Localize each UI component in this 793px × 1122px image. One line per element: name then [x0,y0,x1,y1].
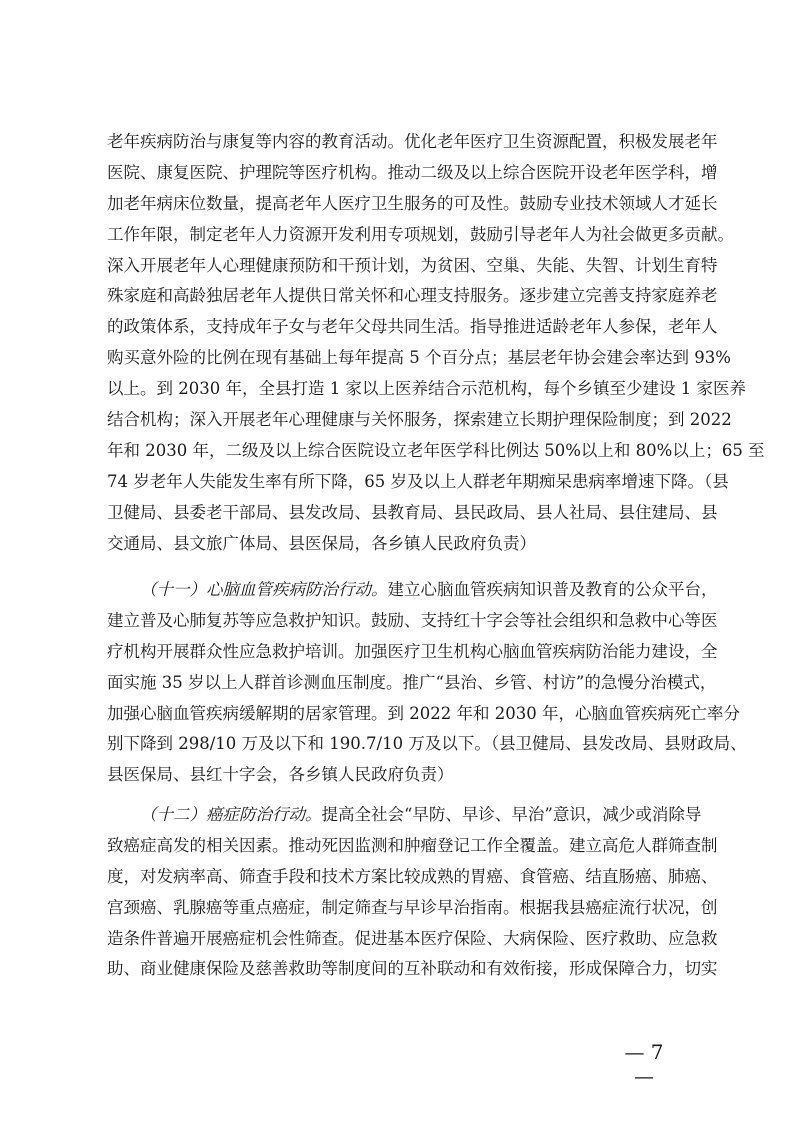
section-heading: （十一）心脑血管疾病防治行动。 [140,580,388,599]
heading-line-text: 提高全社会“早防、早诊、早治”意识，减少或消除导 [321,805,702,824]
text-line: 深入开展老年人心理健康预防和干预计划，为贫困、空巢、失能、失智、计划生育特 [107,255,718,275]
text-line: 致癌症高发的相关因素。推动死因监测和肿瘤登记工作全覆盖。建立高危人群筛查制 [107,835,718,855]
text-line: 交通局、县文旅广体局、县医保局，各乡镇人民政府负责） [107,533,536,553]
section-heading: （十二）癌症防治行动。 [140,805,322,824]
text-line: 别下降到 298/10 万及以下和 190.7/10 万及以下。（县卫健局、县发改局、县财政局、 [107,734,747,754]
heading-line [107,575,718,606]
text-line: 疗机构开展群众性应急救护培训。加强医疗卫生机构心脑血管疾病防治能力建设，全 [107,641,718,661]
text-line: 工作年限，制定老年人力资源开发利用专项规划，鼓励引导老年人为社会做更多贡献。 [107,224,734,244]
text-line: 度，对发病率高、筛查手段和技术方案比较成熟的胃癌、食管癌、结直肠癌、肺癌、 [107,866,718,886]
text-line: 的政策体系，支持成年子女与老年父母共同生活。指导推进适龄老年人参保，老年人 [107,317,718,337]
text-line: 加强心脑血管疾病缓解期的居家管理。到 2022 年和 2030 年，心脑血管疾病死亡率分 [107,703,740,723]
text-line: 县医保局、县红十字会，各乡镇人民政府负责） [107,765,454,785]
text-line: 卫健局、县委老干部局、县发改局、县教育局、县民政局、县人社局、县住建局、县 [107,502,718,522]
heading-line [107,800,702,831]
text-line: 以上。到 2030 年，全县打造 1 家以上医养结合示范机构，每个乡镇至少建设 1 家医养 [107,379,746,399]
paragraph-cardiovascular [107,575,747,791]
text-line: 造条件普遍开展癌症机会性筛查。促进基本医疗保险、大病保险、医疗救助、应急救 [107,928,718,948]
paragraph-cancer [107,800,718,985]
text-line: 74 岁老年人失能发生率有所下降，65 岁及以上人群老年期痴呆患病率增速下降。（县 [107,471,729,491]
text-line: 助、商业健康保险及慈善救助等制度间的互补联动和有效衔接，形成保障合力，切实 [107,959,718,979]
text-line: 殊家庭和高龄独居老年人提供日常关怀和心理支持服务。逐步建立完善支持家庭养老 [107,286,718,306]
text-line: 老年疾病防治与康复等内容的教育活动。优化老年医疗卫生资源配置，积极发展老年 [107,132,718,151]
text-line: 宫颈癌、乳腺癌等重点癌症，制定筛查与早诊早治指南。根据我县癌症流行状况，创 [107,897,718,917]
text-line: 建立普及心肺复苏等应急救护知识。鼓励、支持红十字会等社会组织和急救中心等医 [107,610,718,630]
text-line: 年和 2030 年，二级及以上综合医院设立老年医学科比例达 50%以上和 80%以上；65 至 [107,440,765,460]
text-line: 面实施 35 岁以上人群首诊测血压制度。推广“县治、乡管、村访”的急慢分治模式， [107,672,717,692]
text-line: 医院、康复医院、护理院等医疗机构。推动二级及以上综合医院开设老年医学科，增 [107,162,718,182]
text-line: 购买意外险的比例在现有基础上每年提高 5 个百分点；基层老年协会建会率达到 93% [107,348,731,368]
paragraph-elderly-health [107,127,765,559]
text-line: 加老年病床位数量，提高老年人医疗卫生服务的可及性。鼓励专业技术领域人才延长 [107,193,718,213]
heading-line-text: 建立心脑血管疾病知识普及教育的公众平台， [387,580,718,599]
text-line: 结合机构；深入开展老年心理健康与关怀服务，探索建立长期护理保险制度；到 2022 [107,410,732,430]
page-number: — 7 — [624,1040,664,1088]
